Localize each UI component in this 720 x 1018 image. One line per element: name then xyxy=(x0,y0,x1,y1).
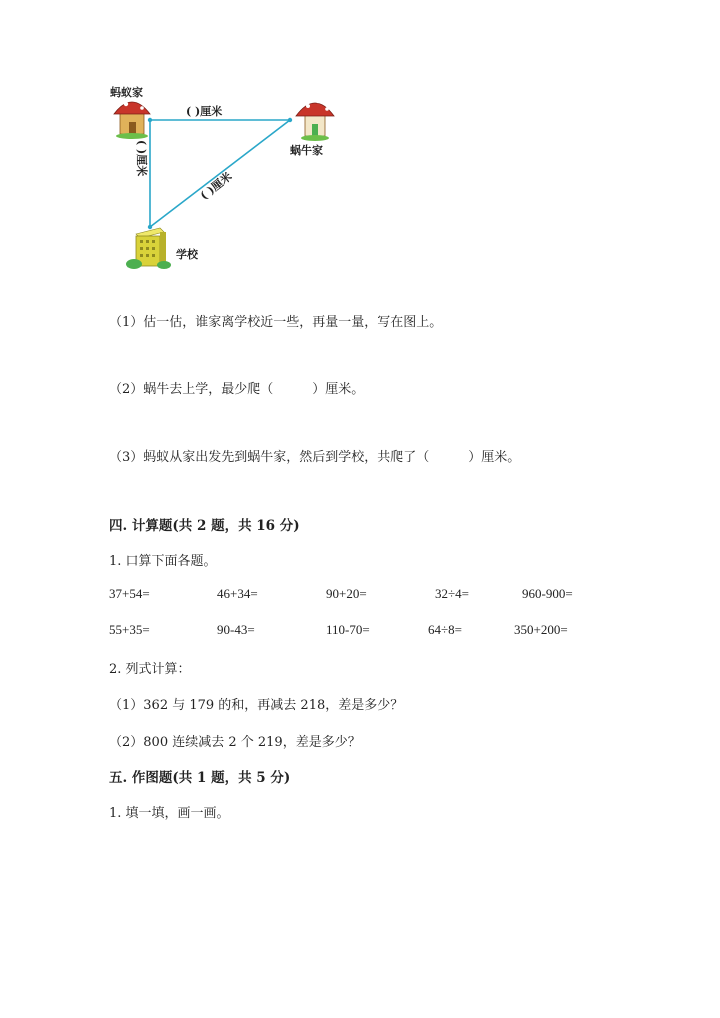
question-2: （2）蜗牛去上学，最少爬（ ）厘米。 xyxy=(109,382,365,397)
calc-item: 350+200= xyxy=(514,622,568,637)
section-5-q1-title: 1. 填一填，画一画。 xyxy=(109,806,230,821)
ant-home-icon xyxy=(114,98,150,139)
snail-home-icon xyxy=(296,99,334,141)
section-4-q1-title: 1. 口算下面各题。 xyxy=(109,554,217,569)
diagonal-edge-label: ( )厘米 xyxy=(197,169,235,203)
section-4-title: 四. 计算题(共 2 题，共 16 分) xyxy=(109,518,300,534)
section-5-title: 五. 作图题(共 1 题，共 5 分) xyxy=(109,770,291,786)
calc-item: 64÷8= xyxy=(428,622,462,637)
question-3: （3）蚂蚁从家出发先到蜗牛家，然后到学校，共爬了（ ）厘米。 xyxy=(109,450,521,465)
school-icon xyxy=(126,228,171,269)
question-1: （1）估一估，谁家离学校近一些，再量一量，写在图上。 xyxy=(109,315,443,330)
snail-home-label: 蜗牛家 xyxy=(290,144,323,157)
section-4-q2-item-1: （1）362 与 179 的和，再减去 218，差是多少？ xyxy=(109,698,404,713)
ant-home-label: 蚂蚁家 xyxy=(110,86,143,99)
calc-item: 960-900= xyxy=(522,586,573,601)
calc-item: 32÷4= xyxy=(435,586,469,601)
calc-item: 37+54= xyxy=(109,586,150,601)
calc-item: 90-43= xyxy=(217,622,255,637)
snail-to-school-line xyxy=(150,120,290,227)
calc-item: 55+35= xyxy=(109,622,150,637)
section-4-q2-item-2: （2）800 连续减去 2 个 219，差是多少？ xyxy=(109,735,361,750)
calc-item: 110-70= xyxy=(326,622,370,637)
left-edge-label: ( )厘米 xyxy=(135,140,148,177)
calc-item: 90+20= xyxy=(326,586,367,601)
section-4-q2-title: 2. 列式计算： xyxy=(109,662,191,677)
school-label: 学校 xyxy=(176,248,198,261)
calc-item: 46+34= xyxy=(217,586,258,601)
distance-diagram xyxy=(100,82,360,277)
top-edge-label: ( )厘米 xyxy=(186,105,223,118)
